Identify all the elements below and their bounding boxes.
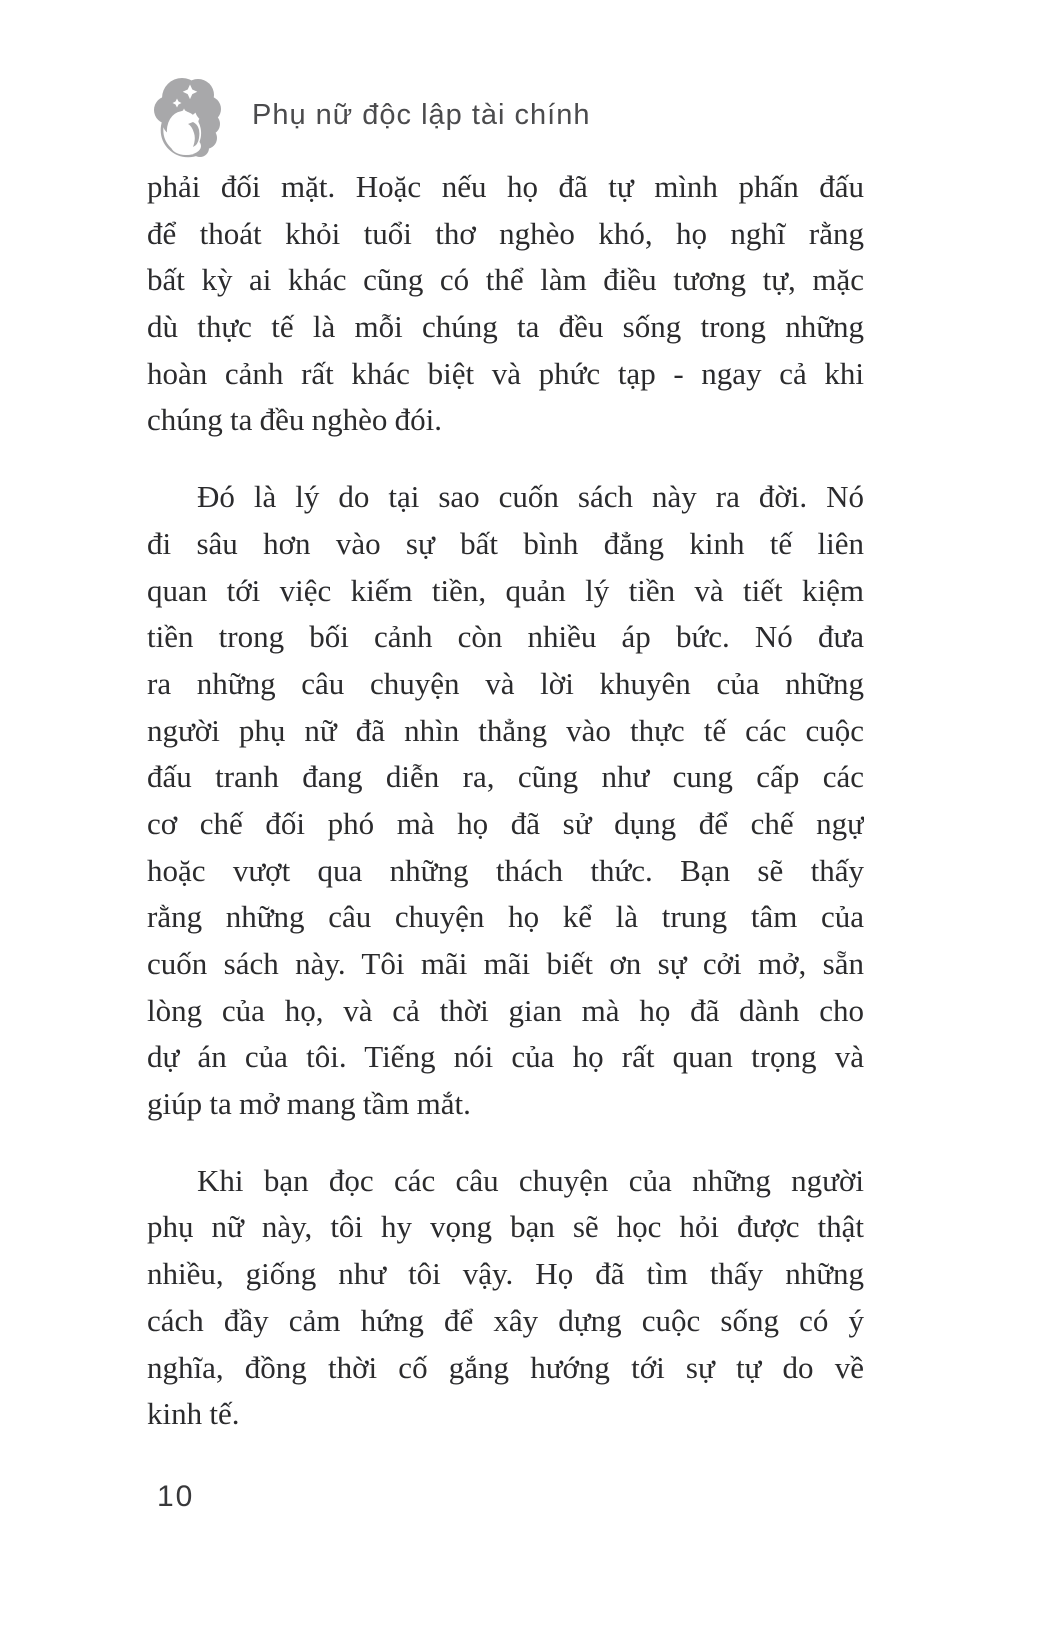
text-line: phụ nữ này, tôi hy vọng bạn sẽ học hỏi được thật [147, 1209, 864, 1245]
text-line: giúp ta mở mang tầm mắt. [147, 1086, 471, 1122]
text-line: nghĩa, đồng thời cố gắng hướng tới sự tự do về [147, 1349, 864, 1385]
text-line: rằng những câu chuyện họ kể là trung tâm của [147, 899, 864, 935]
text-line: hoàn cảnh rất khác biệt và phức tạp - ngay cả khi [147, 355, 864, 391]
text-line: lòng của họ, và cả thời gian mà họ đã dành cho [147, 992, 864, 1028]
text-line: phải đối mặt. Hoặc nếu họ đã tự mình phấn đấu [147, 169, 864, 204]
text-line: cuốn sách này. Tôi mãi mãi biết ơn sự cởi mở, sẵn [147, 946, 864, 981]
paragraph [147, 474, 864, 1128]
page-header [146, 72, 590, 158]
text-line: cơ chế đối phó mà họ đã sử dụng để chế ngự [147, 805, 864, 841]
page-number: 10 [157, 1480, 195, 1513]
running-head-title: Phụ nữ độc lập tài chính [252, 98, 591, 131]
text-line: ra những câu chuyện và lời khuyên của những [147, 665, 864, 701]
text-line: tiền trong bối cảnh còn nhiều áp bức. Nó đưa [147, 619, 864, 655]
text-line: để thoát khỏi tuổi thơ nghèo khó, họ nghĩ rằng [147, 215, 864, 251]
text-line: kinh tế. [147, 1396, 240, 1432]
text-line: dù thực tế là mỗi chúng ta đều sống trong những [147, 309, 864, 345]
text-line: đi sâu hơn vào sự bất bình đẳng kinh tế liên [147, 525, 864, 561]
text-line: cách đầy cảm hứng để xây dựng cuộc sống có ý [147, 1302, 864, 1338]
text-line: nhiều, giống như tôi vậy. Họ đã tìm thấy những [147, 1256, 864, 1292]
text-line: người phụ nữ đã nhìn thẳng vào thực tế các cuộc [147, 712, 864, 748]
text-line: Đó là lý do tại sao cuốn sách này ra đời. Nó [197, 479, 864, 515]
paragraph [147, 164, 864, 444]
text-line: hoặc vượt qua những thách thức. Bạn sẽ thấy [147, 852, 864, 888]
paragraph [147, 1158, 864, 1438]
text-line: đấu tranh đang diễn ra, cũng như cung cấp các [147, 759, 864, 795]
text-line: Khi bạn đọc các câu chuyện của những người [197, 1162, 864, 1198]
text-line: bất kỳ ai khác cũng có thể làm điều tương tự, mặc [147, 262, 864, 298]
text-line: chúng ta đều nghèo đói. [147, 402, 443, 438]
text-line: dự án của tôi. Tiếng nói của họ rất quan trọng và [147, 1039, 864, 1075]
body-text [147, 164, 864, 1468]
woman-portrait-with-stars-icon [146, 72, 226, 158]
text-line: quan tới việc kiếm tiền, quản lý tiền và tiết kiệm [147, 572, 864, 608]
